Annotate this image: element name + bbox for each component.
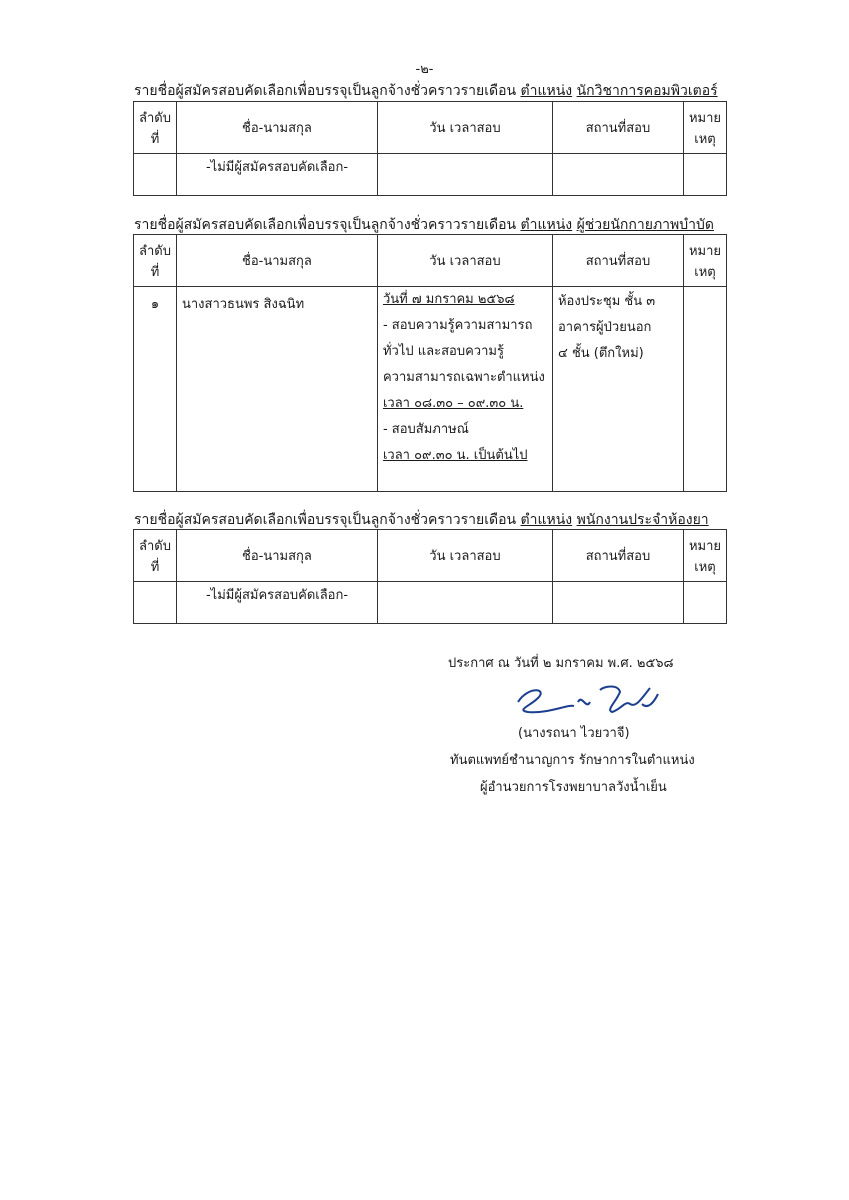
place-line: ๔ ชั้น (ตึกใหม่) — [557, 346, 644, 361]
exam-line: - สอบสัมภาษณ์ — [382, 422, 469, 437]
signer-name: (นางรถนา ไวยวาจี) — [518, 726, 630, 741]
cell-place — [552, 154, 683, 196]
candidate-table — [133, 101, 727, 196]
signature-image — [508, 680, 668, 720]
cell-no — [134, 582, 177, 624]
cell-datetime — [377, 287, 552, 492]
empty-text: -ไม่มีผู้สมัครสอบคัดเลือก- — [205, 160, 349, 175]
header-no: ลำดับ ที่ — [134, 530, 177, 582]
position-label: ตำแหน่ง — [520, 83, 573, 99]
header-remark: หมาย เหตุ — [683, 102, 726, 154]
header-name: ชื่อ-นามสกุล — [176, 235, 377, 287]
position-name: นักวิชาการคอมพิวเตอร์ — [576, 83, 718, 99]
header-place: สถานที่สอบ — [552, 530, 683, 582]
empty-text: -ไม่มีผู้สมัครสอบคัดเลือก- — [205, 588, 349, 603]
exam-line: - สอบความรู้ความสามารถ — [382, 318, 533, 333]
cell-remark — [683, 287, 726, 492]
cell-datetime — [377, 154, 552, 196]
header-place: สถานที่สอบ — [552, 102, 683, 154]
place-line: อาคารผู้ป่วยนอก — [557, 320, 652, 335]
cell-no: ๑ — [134, 287, 177, 492]
place-line: ห้องประชุม ชั้น ๓ — [557, 294, 656, 309]
section-title — [134, 214, 714, 236]
page-number: -๒- — [415, 62, 434, 77]
position-name: ผู้ช่วยนักกายภาพบำบัด — [576, 217, 714, 233]
signer-title: ทันตแพทย์ชำนาญการ รักษาการในตำแหน่ง — [450, 753, 695, 768]
section-prefix: รายชื่อผู้สมัครสอบคัดเลือกเพื่อบรรจุเป็นลูกจ้างชั่วคราวรายเดือน — [134, 217, 517, 233]
header-datetime: วัน เวลาสอบ — [377, 102, 552, 154]
section-prefix: รายชื่อผู้สมัครสอบคัดเลือกเพื่อบรรจุเป็นลูกจ้างชั่วคราวรายเดือน — [134, 83, 517, 99]
exam-date: วันที่ ๗ มกราคม ๒๕๖๘ — [382, 292, 515, 307]
section-title — [134, 80, 718, 102]
exam-line: ความสามารถเฉพาะตำแหน่ง — [382, 370, 545, 385]
cell-datetime — [377, 582, 552, 624]
header-no: ลำดับ ที่ — [134, 235, 177, 287]
candidate-table — [133, 529, 727, 624]
header-remark: หมาย เหตุ — [683, 530, 726, 582]
cell-place — [552, 582, 683, 624]
exam-time: เวลา ๐๘.๓๐ – ๐๙.๓๐ น. — [382, 396, 524, 411]
exam-line: ทั่วไป และสอบความรู้ — [382, 344, 504, 359]
position-name: พนักงานประจำห้องยา — [576, 512, 709, 528]
cell-name — [176, 154, 377, 196]
signer-block — [400, 722, 760, 797]
date-line: ประกาศ ณ วันที่ ๒ มกราคม พ.ศ. ๒๕๖๘ — [448, 656, 674, 671]
header-place: สถานที่สอบ — [552, 235, 683, 287]
header-datetime: วัน เวลาสอบ — [377, 530, 552, 582]
announcement-date — [400, 652, 760, 673]
header-name: ชื่อ-นามสกุล — [176, 102, 377, 154]
header-name: ชื่อ-นามสกุล — [176, 530, 377, 582]
section-prefix: รายชื่อผู้สมัครสอบคัดเลือกเพื่อบรรจุเป็นลูกจ้างชั่วคราวรายเดือน — [134, 512, 517, 528]
cell-name: นางสาวธนพร สิงฉนิท — [176, 287, 377, 492]
header-no: ลำดับ ที่ — [134, 102, 177, 154]
cell-name — [176, 582, 377, 624]
cell-remark — [683, 582, 726, 624]
cell-remark — [683, 154, 726, 196]
header-datetime: วัน เวลาสอบ — [377, 235, 552, 287]
cell-place — [552, 287, 683, 492]
candidate-table — [133, 234, 727, 492]
interview-time: เวลา ๐๙.๓๐ น. เป็นต้นไป — [382, 448, 528, 463]
position-label: ตำแหน่ง — [520, 512, 573, 528]
section-title — [134, 509, 709, 531]
signer-role: ผู้อำนวยการโรงพยาบาลวังน้ำเย็น — [480, 780, 667, 795]
position-label: ตำแหน่ง — [520, 217, 573, 233]
cell-no — [134, 154, 177, 196]
header-remark: หมาย เหตุ — [683, 235, 726, 287]
